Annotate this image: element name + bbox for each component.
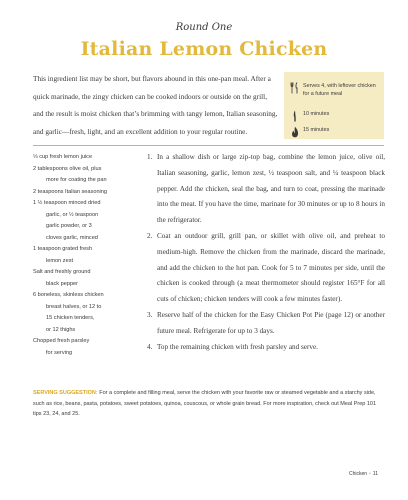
ingredient-line: garlic powder, or 3 [46,223,92,229]
ingredient-line: 2 teaspoons Italian seasoning [33,188,108,195]
ingredient-line: ⅓ cup fresh lemon juice [33,154,93,160]
recipe-info-box [284,72,384,139]
fork-knife-icon [290,82,300,94]
serving-suggestion [33,388,385,420]
step-number: 3. [147,310,153,319]
servings-text: Serves 4, with leftover chicken for a future meal [303,83,376,97]
ingredient-line: more for coating the pan [46,177,107,183]
instruction-step [147,308,385,340]
step-text: Top the remaining chicken with fresh parsley and serve. [157,342,318,351]
intro-paragraph: This ingredient list may be short, but flavors abound in this one-pan meal. After a quick marinade, the zingy chicken can be cooked indoors or outside on the grill, and the result is moist chicken that’s brimming with tangy lemon, Italian seasoning, and garlic—fresh, light, and an excellent addition to your regular routine. [33,74,278,136]
serving-suggestion-label: SERVING SUGGESTION: [33,390,98,396]
step-text: Coat an outdoor grill, grill pan, or skillet with olive oil, and preheat to medium-high. Remove the chicken from the marinade, discard the marinade, and add the chicken to the hot pan. Cook for 5 to 7 minutes per side, until the chicken is cooked through (a meat thermometer should register 165°F for all cuts of chicken; chicken tenders will cook a few minutes faster). [157,231,385,304]
page-footer [349,471,378,477]
footer-separator: • [369,471,371,477]
ingredient-list [33,152,138,359]
page-number: 11 [372,471,378,477]
step-number: 4. [147,342,153,351]
ingredient-line: or 12 thighs [46,326,76,333]
ingredient-line: Salt and freshly ground [33,269,91,275]
ingredient-line: breast halves, or 12 to [46,303,102,310]
step-number: 1. [147,153,153,161]
ingredient-line: cloves garlic, minced [46,234,98,241]
ingredient-line: 1 ½ teaspoon minced dried [33,200,101,206]
ingredient-line: 2 tablespoons olive oil, plus [33,165,102,172]
cook-time-row [290,126,383,138]
ingredient-line: for serving [46,349,73,356]
ingredient-line: Chopped fresh parsley [33,338,90,344]
ingredient-line: 1 teaspoon grated fresh [33,246,93,252]
ingredient-line: lemon zest [46,257,74,264]
instruction-step [147,340,385,356]
cook-time-text: 15 minutes [303,127,330,133]
instruction-step [147,150,385,229]
section-divider [33,145,384,146]
prep-time-row [290,110,383,122]
recipe-title: Italian Lemon Chicken [80,38,328,60]
ingredient-line: garlic, or ½ teaspoon [46,211,99,218]
knife-icon [290,110,300,122]
step-text: In a shallow dish or large zip-top bag, combine the lemon juice, olive oil, Italian seasoning, garlic, lemon zest, ½ teaspoon salt, and ¼ teaspoon black pepper. Add the chicken, seal the bag, and turn to coat, pressing the marinade into the meat. If you have the time, marinate for 30 minutes or up to 8 hours in the refrigerator. [157,153,385,225]
step-text: Reserve half of the chicken for the Easy Chicken Pot Pie (page 12) or another future meal. Refrigerate for up to 3 days. [157,310,385,335]
servings-row [290,82,383,98]
ingredient-line: 15 chicken tenders, [46,315,95,321]
instruction-step [147,229,385,308]
serving-suggestion-text: For a complete and filling meal, serve the chicken with your favorite raw or steamed vegetable and a starchy side, such as rice, beans, pasta, potatoes, sweet potatoes, quinoa, couscous, or whole grain bread. For more inspiration, check out Meal Prep 101 tips 23, 24, and 25. [33,390,377,417]
footer-section: Chicken [348,471,368,477]
ingredient-line: 6 boneless, skinless chicken [33,292,104,298]
prep-time-text: 10 minutes [303,111,330,117]
step-number: 2. [147,231,153,240]
instruction-steps [147,150,385,355]
recipe-subtitle: Round One [175,22,233,33]
ingredient-line: black pepper [46,280,79,287]
flame-icon [290,126,300,138]
